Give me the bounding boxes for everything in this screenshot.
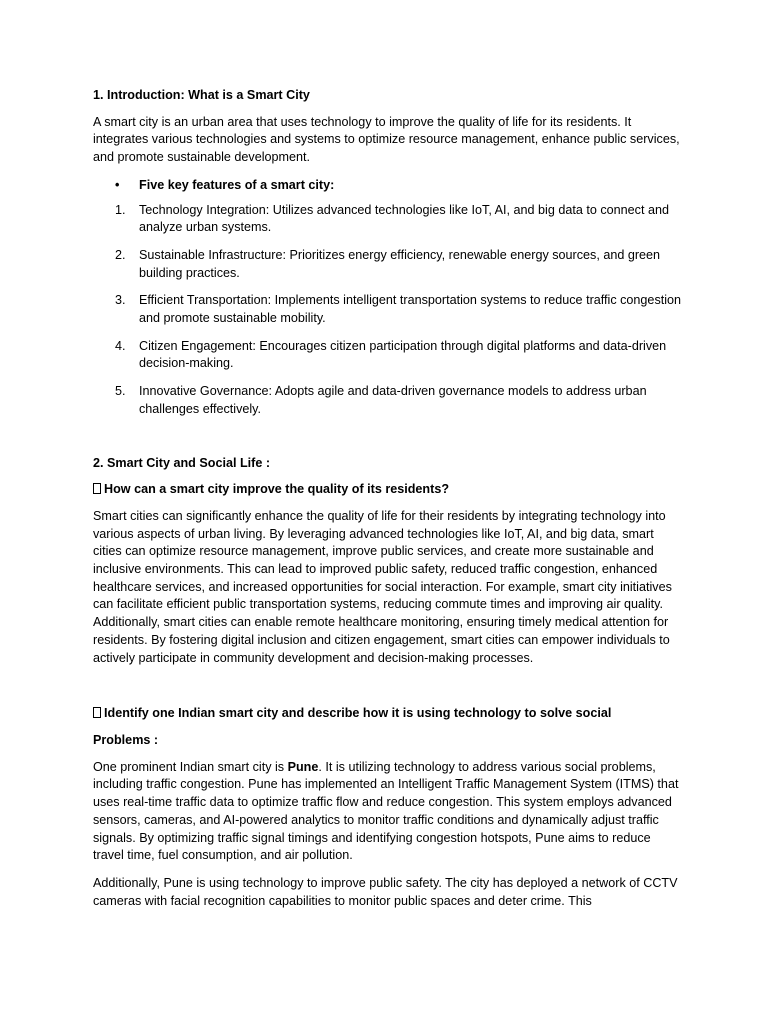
question-2 [93,705,683,723]
section2-heading: 2. Smart City and Social Life : [93,455,271,470]
feature-item [93,202,683,237]
question-2-continued: Problems : [93,732,159,747]
answer-2-city: Pune [287,759,319,774]
spacer [93,677,683,705]
feature-text: Technology Integration: Utilizes advanced technologies like IoT, AI, and big data to connect and analyze urban systems. [139,202,669,235]
features-list [93,202,683,419]
feature-text: Citizen Engagement: Encourages citizen participation through digital platforms and data-driven decision-making. [139,338,667,371]
answer-2 [93,759,683,865]
feature-number: 5. [115,384,126,399]
question-1-text: How can a smart city improve the quality of its residents? [104,482,450,497]
features-bullet [93,177,683,195]
feature-number: 3. [115,293,126,308]
feature-number: 1. [115,202,126,217]
feature-item [93,247,683,282]
missing-glyph-icon [93,483,101,494]
question-1 [93,481,683,499]
features-bullet-list [93,177,683,195]
feature-item [93,292,683,327]
answer-2-pre: One prominent Indian smart city is [93,759,288,774]
missing-glyph-icon [93,707,101,718]
section1-intro: A smart city is an urban area that uses technology to improve the quality of life for its residents. It integrates various technologies and systems to optimize resource management, enhance public services, and promote sustainable development. [93,114,680,165]
answer-2-post: . It is utilizing technology to address various social problems, including traffic congestion. Pune has implemented an Intelligent Traffic Management System (ITMS) that uses real-time traffic data to optimize traffic flow and reduce congestion. This system employs advanced sensors, cameras, and AI-powered analytics to monitor traffic conditions and dynamically adjust traffic signals. By optimizing traffic signal timings and identifying congestion hotspots, Pune aims to reduce travel time, fuel consumption, and air pollution. [93,759,679,863]
feature-number: 4. [115,338,126,353]
feature-text: Sustainable Infrastructure: Prioritizes energy efficiency, renewable energy sources, and green building practices. [139,247,661,280]
section1-heading: 1. Introduction: What is a Smart City [93,88,310,102]
feature-text: Efficient Transportation: Implements intelligent transportation systems to reduce traffic congestion and promote sustainable mobility. [139,293,682,326]
feature-text: Innovative Governance: Adopts agile and data-driven governance models to address urban challenges effectively. [139,384,647,416]
feature-item [93,338,683,373]
answer-3: Additionally, Pune is using technology to improve public safety. The city has deployed a network of CCTV cameras with facial recognition capabilities to monitor public spaces and deter crime. This [93,875,678,908]
document-page [93,87,683,920]
question-2-text: Identify one Indian smart city and describe how it is using technology to solve social [104,706,612,721]
feature-number: 2. [115,247,126,262]
spacer [93,429,683,455]
bullet-icon: • [115,177,120,192]
feature-item [93,383,683,418]
features-bullet-text: Five key features of a smart city: [139,177,335,192]
answer-1: Smart cities can significantly enhance the quality of life for their residents by integrating technology into various aspects of urban living. By leveraging advanced technologies like IoT, AI, and big data, smart cities can optimize resource management, improve public services, and create more sustainable and inclusive environments. This can lead to improved public safety, reduced traffic congestion, enhanced healthcare services, and increased opportunities for social interaction. For example, smart city initiatives can facilitate efficient public transportation systems, reducing commute times and improving air quality. Additionally, smart cities can enable remote healthcare monitoring, ensuring timely medical attention for residents. By fostering digital inclusion and citizen engagement, smart cities can empower individuals to actively participate in community development and decision-making processes. [93,508,672,665]
